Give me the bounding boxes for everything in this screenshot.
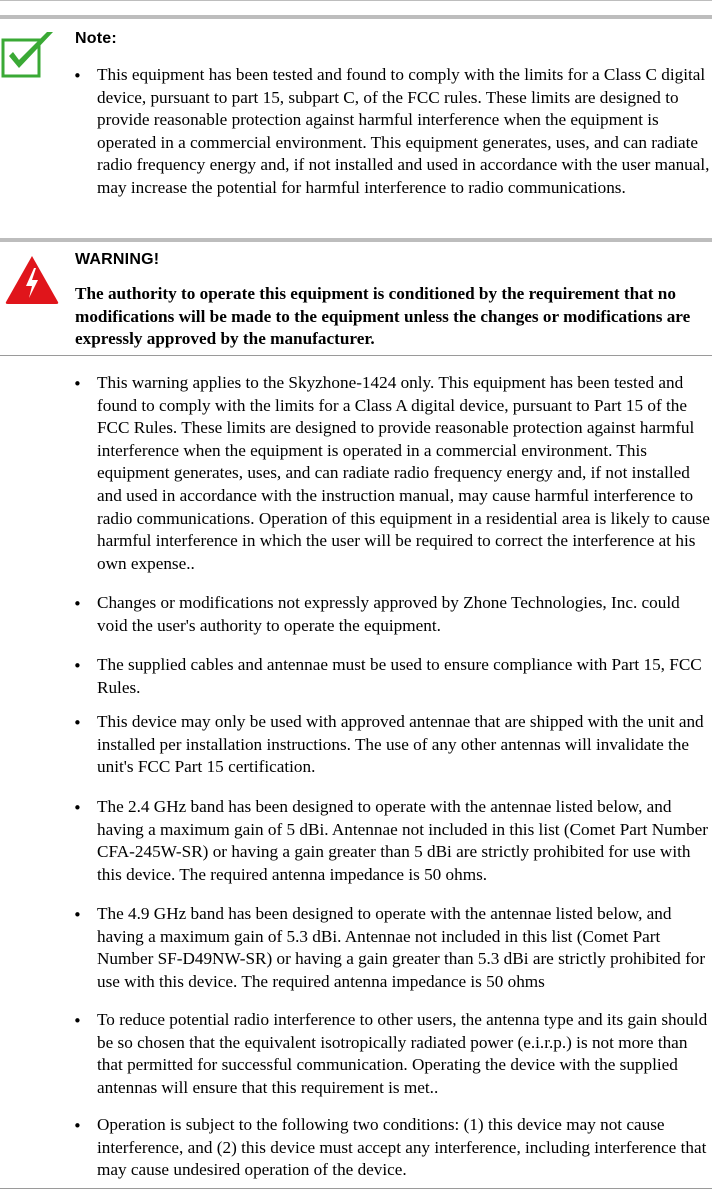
bullet-dot: • (73, 375, 82, 393)
warning-top-rule (0, 238, 712, 242)
note-top-rule (0, 15, 712, 19)
bullet-dot: • (73, 906, 82, 924)
bullet-dot: • (73, 1117, 82, 1135)
checkmark-icon (1, 30, 57, 78)
bullet-dot: • (73, 67, 82, 85)
warning-bottom-rule (0, 355, 712, 356)
note-text: This equipment has been tested and found to comply with the limits for a Class C digital device, pursuant to part 15, subpart C, of the FCC rules. These limits are designed to provide reasonable protection against harmful interference when the equipment is operated in a commercial environment. This equipment generates, uses, and can radiate radio frequency energy and, if not installed and used in accordance with the user manual, may increase the potential for harmful interference to radio communications. (97, 65, 710, 197)
bullet-dot: • (73, 799, 82, 817)
bullet-dot: • (73, 657, 82, 675)
list-item: The 2.4 GHz band has been designed to operate with the antennae listed below, and having a maximum gain of 5 dBi. Antennae not included in this list (Comet Part Number CFA-245W-SR) or having a gain greater than 5 dBi are strictly prohibited for use with this device. The required antenna impedance is 50 ohms. (97, 797, 709, 884)
bullet-dot: • (73, 714, 82, 732)
list-item: The 4.9 GHz band has been designed to operate with the antennae listed below, and having a maximum gain of 5.3 dBi. Antennae not included in this list (Comet Part Number SF-D49NW-SR) or having a gain greater than 5.3 dBi are strictly prohibited for use with this device. The required antenna impedance is 50 ohms (97, 904, 706, 991)
list-item: Operation is subject to the following two conditions: (1) this device may not cause interference, and (2) this device must accept any interference, including interference that may cause undesired operation of the device. (97, 1115, 707, 1180)
list-item: Changes or modifications not expressly approved by Zhone Technologies, Inc. could void the user's authority to operate the equipment. (97, 593, 680, 635)
warning-text: The authority to operate this equipment is conditioned by the requirement that no modifications will be made to the equipment unless the changes or modifications are expressly approved by the manufacturer. (75, 284, 691, 349)
warning-heading: WARNING! (75, 251, 160, 268)
bullet-dot: • (73, 595, 82, 613)
note-heading: Note: (75, 30, 117, 47)
list-item: This warning applies to the Skyzhone-1424 only. This equipment has been tested and found to comply with the limits for a Class A digital device, pursuant to Part 15 of the FCC Rules. These limits are designed to provide reasonable protection against harmful interference when the equipment is operated in a commercial environment. This equipment generates, uses, and can radiate radio frequency energy and, if not installed and used in accordance with the instruction manual, may cause harmful interference to radio communications. Operation of this equipment in a residential area is likely to cause harmful interference in which the user will be required to correct the interference at his own expense.. (97, 373, 710, 573)
bottom-rule (0, 1188, 712, 1189)
list-item: The supplied cables and antennae must be used to ensure compliance with Part 15, FCC Rules. (97, 655, 702, 697)
bullet-dot: • (73, 1012, 82, 1030)
list-item: To reduce potential radio interference to other users, the antenna type and its gain should be so chosen that the equivalent isotropically radiated power (e.i.r.p.) is not more than that permitted for successful communication. Operating the device with the supplied antennas will ensure that this requirement is met.. (97, 1010, 708, 1097)
list-item: This device may only be used with approved antennae that are shipped with the unit and installed per installation instructions. The use of any other antennas will invalidate the unit's FCC Part 15 certification. (97, 712, 704, 777)
top-rule (0, 0, 712, 1)
lightning-warning-icon (4, 254, 60, 306)
